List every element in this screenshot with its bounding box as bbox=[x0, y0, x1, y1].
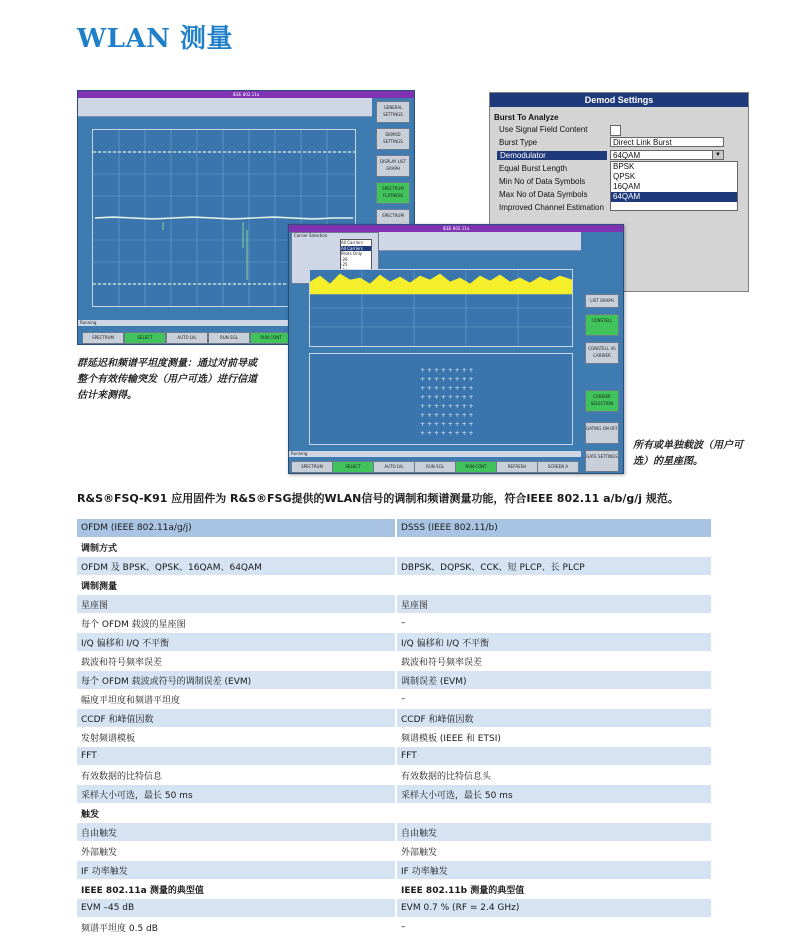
table-row bbox=[77, 709, 711, 728]
softkey-gating[interactable]: GATING ON OFF bbox=[585, 422, 619, 444]
demodulator-label: Demodulator bbox=[497, 151, 607, 160]
table-cell: IF 功率触发 bbox=[77, 861, 396, 880]
table-cell: IF 功率触发 bbox=[396, 861, 711, 880]
use-signal-field-checkbox[interactable] bbox=[610, 125, 621, 136]
softkey-constell-vs-carrier[interactable]: CONSTELL VS CARRIER bbox=[585, 342, 619, 364]
table-cell: 每个 OFDM 载波或符号的调制误差 (EVM) bbox=[77, 671, 396, 690]
softkey-spectrum-flatness[interactable]: SPECTRUM FLATNESS bbox=[376, 182, 410, 204]
spec-table bbox=[77, 519, 711, 937]
option-qpsk[interactable]: QPSK bbox=[613, 172, 636, 181]
screen-title: IEEE 802.11a bbox=[78, 91, 414, 98]
table-row bbox=[77, 690, 711, 709]
table-row bbox=[77, 595, 711, 614]
demodulator-value: 64QAM bbox=[613, 151, 641, 160]
caption-right bbox=[633, 438, 743, 470]
carrier-option[interactable]: All Carriers bbox=[341, 246, 371, 252]
parameter-bar bbox=[78, 98, 372, 117]
key-select[interactable]: SELECT bbox=[332, 461, 374, 473]
table-cell: 幅度平坦度和频谱平坦度 bbox=[77, 690, 396, 709]
table-cell: 发射频谱模板 bbox=[77, 728, 396, 747]
table-cell: 频谱平坦度 0.5 dB bbox=[77, 918, 396, 937]
table-cell: EVM 0.7 % (RF = 2.4 GHz) bbox=[396, 899, 711, 918]
demodulator-select[interactable] bbox=[610, 150, 724, 160]
key-select[interactable]: SELECT bbox=[124, 332, 166, 344]
softkey-panel bbox=[581, 232, 623, 473]
table-cell: I/Q 偏移和 I/Q 不平衡 bbox=[77, 633, 396, 652]
max-symbols-label: Max No of Data Symbols bbox=[499, 190, 588, 199]
table-row bbox=[77, 538, 711, 557]
svg-text:+ + + + + + + +: + + + + + + + + bbox=[420, 394, 474, 401]
caption-line: 选）的星座图。 bbox=[633, 456, 703, 467]
table-cell: 外部触发 bbox=[396, 842, 711, 861]
table-cell: 星座图 bbox=[396, 595, 711, 614]
table-cell: IEEE 802.11b 测量的典型值 bbox=[396, 880, 711, 899]
parameter-bar bbox=[349, 232, 581, 251]
table-row bbox=[77, 519, 711, 538]
table-row bbox=[77, 747, 711, 766]
status-running: Running bbox=[78, 320, 372, 326]
table-cell bbox=[396, 804, 711, 823]
table-row bbox=[77, 671, 711, 690]
spectrum-plot bbox=[309, 269, 573, 347]
key-auto-lvl[interactable]: AUTO LVL bbox=[166, 332, 208, 344]
table-row bbox=[77, 899, 711, 918]
table-row bbox=[77, 557, 711, 576]
key-spectrum[interactable]: SPECTRUM bbox=[82, 332, 124, 344]
caption-line: 群延迟和频谱平坦度测量：通过对前导或 bbox=[77, 358, 257, 369]
table-row bbox=[77, 842, 711, 861]
improved-channel-label: Improved Channel Estimation bbox=[499, 203, 604, 212]
burst-type-field[interactable]: Direct Link Burst bbox=[610, 137, 724, 147]
key-auto-lvl[interactable]: AUTO LVL bbox=[373, 461, 415, 473]
table-cell bbox=[396, 576, 711, 595]
table-cell: – bbox=[396, 918, 711, 937]
softkey-list-graph[interactable]: LIST GRAPH bbox=[585, 294, 619, 308]
section-headline: R&S®FSQ-K91 应用固件为 R&S®FSG提供的WLAN信号的调制和频谱测量功能，符合IEEE 802.11 a/b/g/j 规范。 bbox=[77, 492, 679, 505]
table-cell: – bbox=[396, 690, 711, 709]
table-row bbox=[77, 766, 711, 785]
table-cell: 星座图 bbox=[77, 595, 396, 614]
option-bpsk[interactable]: BPSK bbox=[613, 162, 635, 171]
burst-type-label: Burst Type bbox=[499, 138, 538, 147]
table-cell: 自由触发 bbox=[396, 823, 711, 842]
table-cell: 触发 bbox=[77, 804, 396, 823]
svg-text:+ + + + + + + +: + + + + + + + + bbox=[420, 385, 474, 392]
table-cell: 调制误差 (EVM) bbox=[396, 671, 711, 690]
softkey-constell[interactable]: CONSTELL bbox=[585, 314, 619, 336]
demodulator-options bbox=[610, 161, 738, 211]
softkey-gate-settings[interactable]: GATE SETTINGS bbox=[585, 450, 619, 472]
table-cell: 载波和符号频率误差 bbox=[77, 652, 396, 671]
dropdown-arrow-icon[interactable]: ▼ bbox=[712, 151, 723, 159]
status-running: Running bbox=[289, 451, 581, 457]
table-cell: FFT bbox=[396, 747, 711, 766]
key-screen-a[interactable]: SCREEN A bbox=[537, 461, 579, 473]
table-cell: 调制方式 bbox=[77, 538, 396, 557]
table-row bbox=[77, 614, 711, 633]
softkey-carrier-selection[interactable]: CARRIER SELECTION bbox=[585, 390, 619, 412]
svg-text:+ + + + + + + +: + + + + + + + + bbox=[420, 403, 474, 410]
key-run-cont[interactable]: RUN CONT bbox=[455, 461, 497, 473]
table-cell: OFDM (IEEE 802.11a/g/j) bbox=[77, 519, 396, 538]
softkey-display-list-graph[interactable]: DISPLAY LIST GRAPH bbox=[376, 155, 410, 177]
table-cell: 自由触发 bbox=[77, 823, 396, 842]
spectrum-trace bbox=[310, 270, 572, 346]
carrier-selection-title: Carrier Selection bbox=[294, 233, 328, 238]
table-cell: OFDM 及 BPSK、QPSK、16QAM、64QAM bbox=[77, 557, 396, 576]
caption-line: 整个有效传输突发（用户可选）进行信道 bbox=[77, 374, 257, 385]
softkey-general-settings[interactable]: GENERAL SETTINGS bbox=[376, 101, 410, 123]
constellation-plot bbox=[309, 353, 573, 445]
table-cell: 外部触发 bbox=[77, 842, 396, 861]
table-cell: 频谱模板 (IEEE 和 ETSI) bbox=[396, 728, 711, 747]
constellation-screenshot bbox=[288, 224, 624, 474]
table-cell: I/Q 偏移和 I/Q 不平衡 bbox=[396, 633, 711, 652]
key-run-sgl[interactable]: RUN SGL bbox=[414, 461, 456, 473]
table-cell: CCDF 和峰值因数 bbox=[77, 709, 396, 728]
table-row bbox=[77, 576, 711, 595]
caption-left bbox=[77, 356, 257, 404]
table-row bbox=[77, 918, 711, 937]
softkey-spectrum[interactable]: SPECTRUM bbox=[376, 209, 410, 231]
table-row bbox=[77, 652, 711, 671]
table-cell: 载波和符号频率误差 bbox=[396, 652, 711, 671]
table-row bbox=[77, 785, 711, 804]
table-row bbox=[77, 861, 711, 880]
screen-title: IEEE 802.11a bbox=[289, 225, 623, 232]
key-refresh[interactable]: REFRESH bbox=[496, 461, 538, 473]
table-cell: 有效数据的比特信息 bbox=[77, 766, 396, 785]
table-cell: CCDF 和峰值因数 bbox=[396, 709, 711, 728]
svg-text:+ + + + + + + +: + + + + + + + + bbox=[420, 376, 474, 383]
table-cell: 有效数据的比特信息头 bbox=[396, 766, 711, 785]
table-cell: IEEE 802.11a 测量的典型值 bbox=[77, 880, 396, 899]
key-spectrum[interactable]: SPECTRUM bbox=[291, 461, 333, 473]
burst-section-label: Burst To Analyze bbox=[494, 113, 559, 122]
carrier-option[interactable]: Pilots Only bbox=[341, 251, 363, 257]
key-run-cont[interactable]: RUN CONT bbox=[250, 332, 292, 344]
bottom-keys bbox=[289, 457, 581, 473]
table-row bbox=[77, 823, 711, 842]
constellation-diagram bbox=[310, 354, 572, 444]
table-row bbox=[77, 880, 711, 899]
min-symbols-label: Min No of Data Symbols bbox=[499, 177, 586, 186]
option-16qam[interactable]: 16QAM bbox=[613, 182, 641, 191]
table-row bbox=[77, 804, 711, 823]
table-cell: DBPSK、DQPSK、CCK、短 PLCP、长 PLCP bbox=[396, 557, 711, 576]
table-row bbox=[77, 728, 711, 747]
carrier-option[interactable]: -25 bbox=[341, 262, 348, 268]
table-row bbox=[77, 633, 711, 652]
use-signal-field-label: Use Signal Field Content bbox=[499, 125, 588, 134]
svg-text:+ + + + + + + +: + + + + + + + + bbox=[420, 430, 474, 437]
table-cell: EVM –45 dB bbox=[77, 899, 396, 918]
table-cell: DSSS (IEEE 802.11/b) bbox=[396, 519, 711, 538]
carrier-option[interactable]: All Carriers bbox=[341, 240, 363, 245]
carrier-option[interactable]: -26 bbox=[341, 256, 348, 262]
table-cell: – bbox=[396, 614, 711, 633]
caption-line: 估计来测得。 bbox=[77, 390, 137, 401]
svg-text:+ + + + + + + +: + + + + + + + + bbox=[420, 421, 474, 428]
table-cell: 采样大小可选，最长 50 ms bbox=[396, 785, 711, 804]
svg-text:+ + + + + + + +: + + + + + + + + bbox=[420, 367, 474, 374]
svg-text:+ + + + + + + +: + + + + + + + + bbox=[420, 412, 474, 419]
key-run-sgl[interactable]: RUN SGL bbox=[208, 332, 250, 344]
table-cell bbox=[396, 538, 711, 557]
equal-burst-length-label: Equal Burst Length bbox=[499, 164, 568, 173]
caption-line: 所有或单独载波（用户可 bbox=[633, 440, 743, 451]
table-cell: FFT bbox=[77, 747, 396, 766]
dialog-title: Demod Settings bbox=[490, 93, 748, 107]
table-cell: 采样大小可选，最长 50 ms bbox=[77, 785, 396, 804]
table-cell: 每个 OFDM 载波的星座图 bbox=[77, 614, 396, 633]
option-64qam[interactable]: 64QAM bbox=[611, 192, 737, 202]
table-cell: 调制测量 bbox=[77, 576, 396, 595]
softkey-demod-settings[interactable]: DEMOD SETTINGS bbox=[376, 128, 410, 150]
page-title: WLAN 测量 bbox=[77, 24, 233, 54]
